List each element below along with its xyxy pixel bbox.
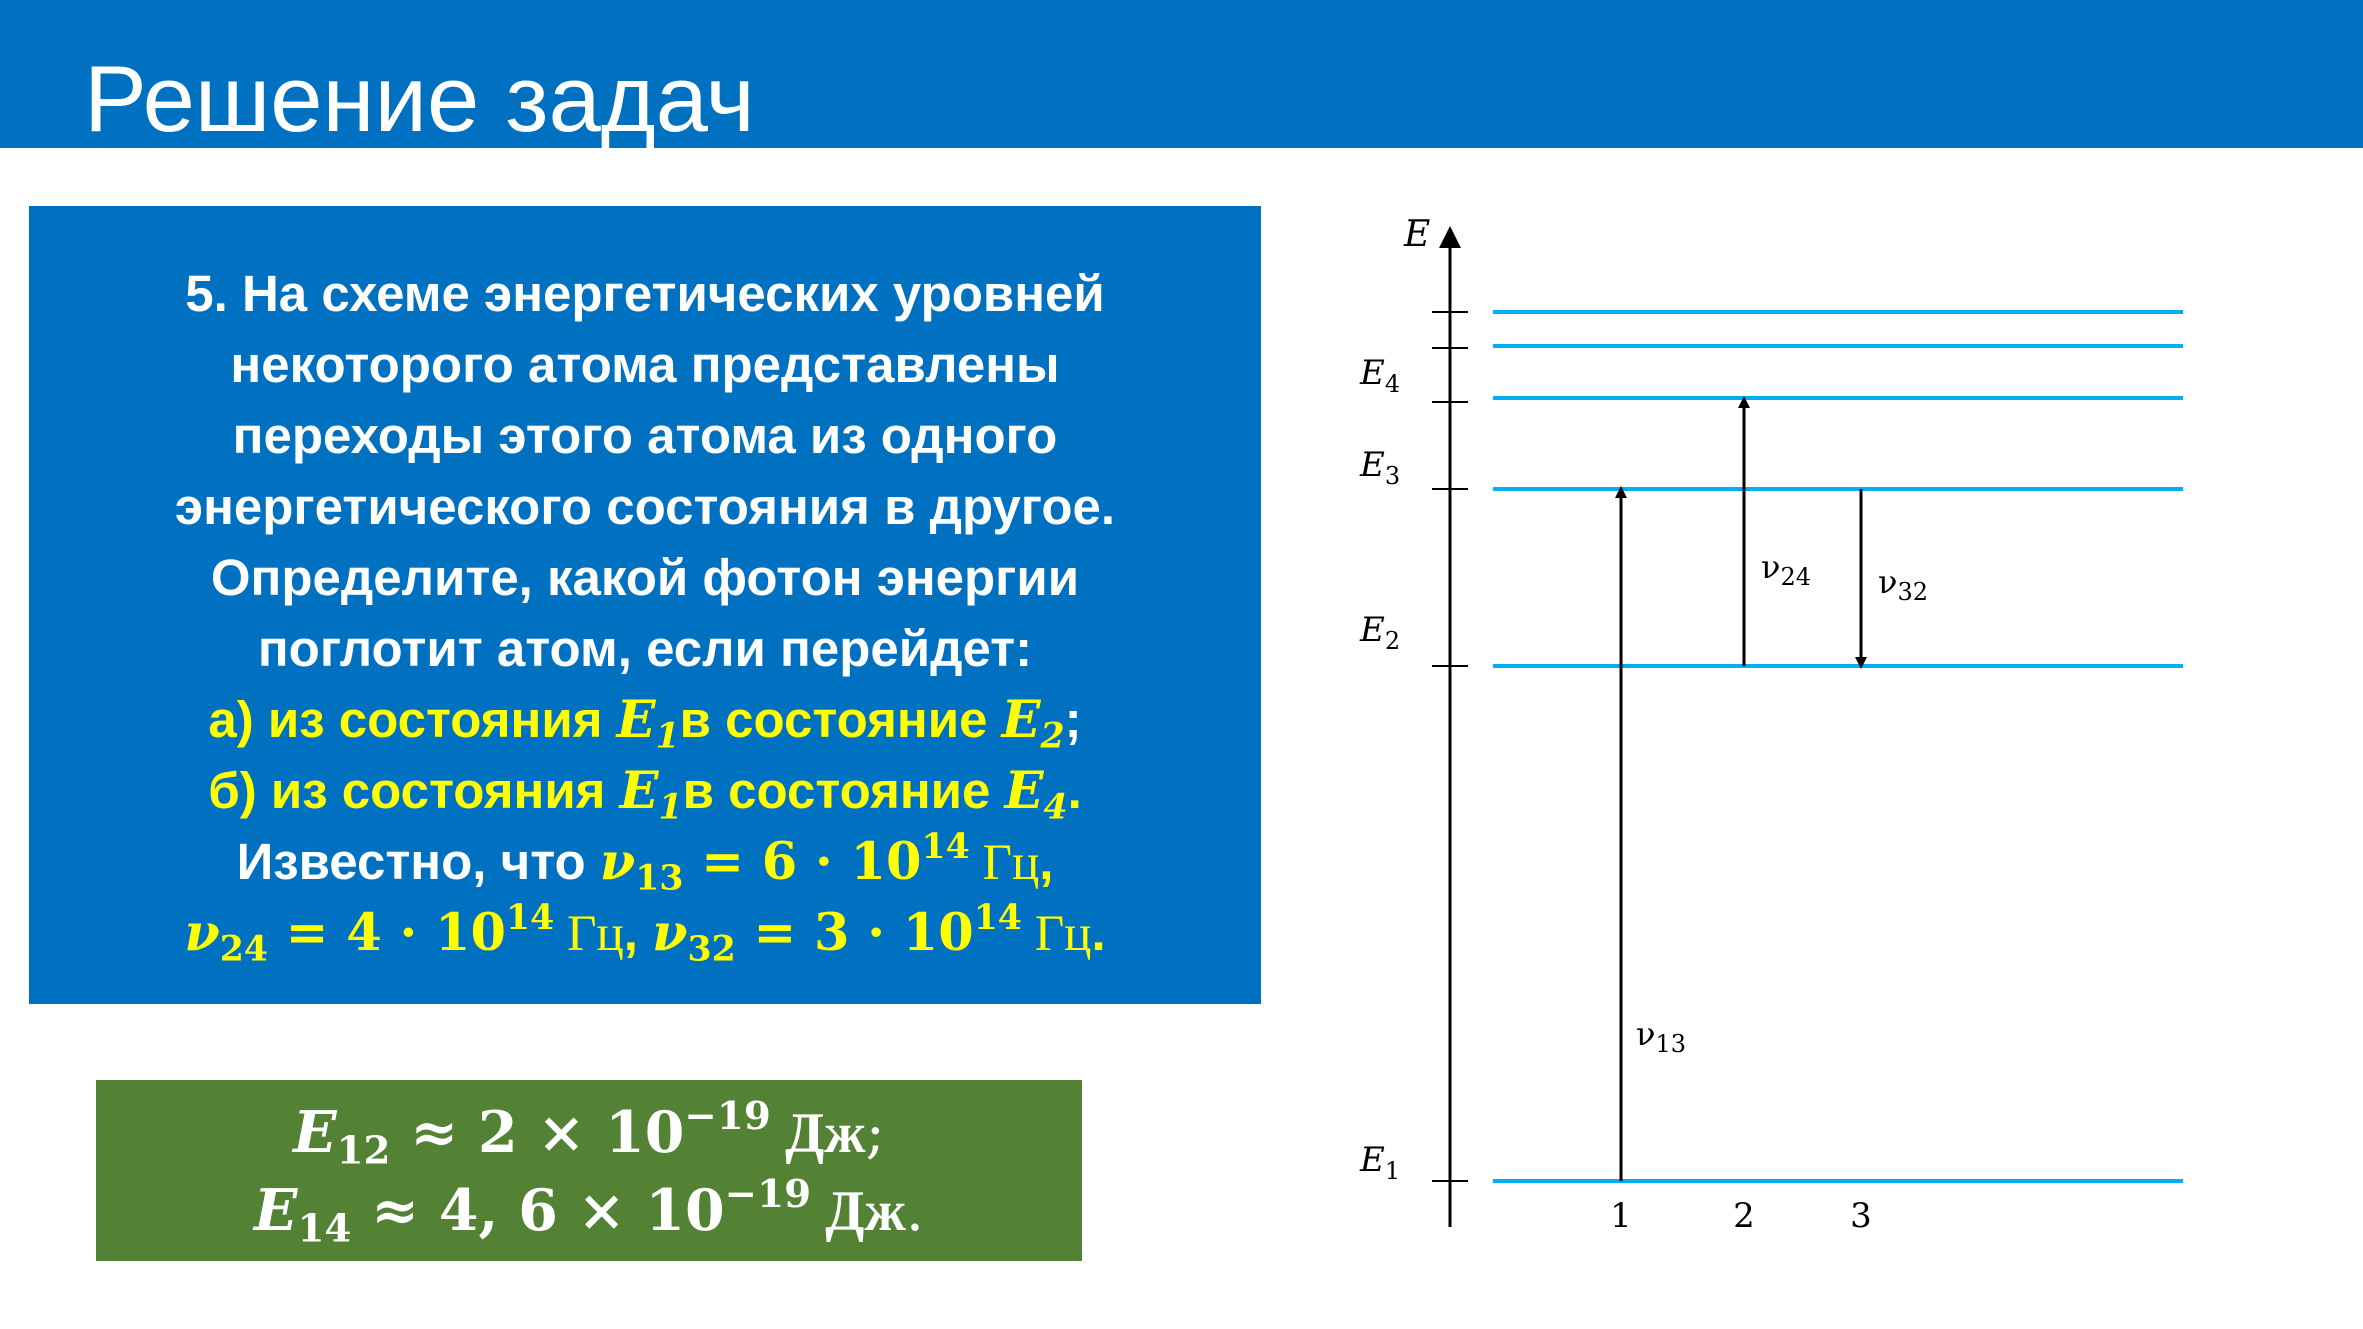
answer-2-unit: Дж xyxy=(811,1180,906,1243)
answer-1-end: ; xyxy=(865,1100,885,1166)
nu13-formula xyxy=(599,826,1040,899)
nu32-unit: Гц xyxy=(1021,906,1092,962)
known-intro: Известно, что xyxy=(236,833,600,890)
level-e2-index: 2 xyxy=(1384,627,1401,655)
item-b-from-letter: E xyxy=(619,761,659,821)
item-b-from-index: 1 xyxy=(658,786,683,828)
nu13-value: = 6 · 10 xyxy=(683,832,922,892)
answer-2-exponent: −19 xyxy=(724,1171,812,1217)
answer-1-exponent: −19 xyxy=(684,1093,771,1139)
item-a-text: в состояние xyxy=(679,691,1002,748)
transition-24-letter: ν xyxy=(1761,548,1781,586)
level-label-e3 xyxy=(1359,445,1400,490)
task-line: 5. На схеме энергетических уровней xyxy=(185,265,1105,322)
transition-label-32 xyxy=(1878,563,1928,606)
nu24-exponent: 14 xyxy=(505,897,555,939)
task-item-a xyxy=(29,684,1261,755)
nu24-symbol: ν xyxy=(184,903,220,963)
level-e3-index: 3 xyxy=(1384,462,1401,490)
energy-axis-arrow-icon xyxy=(1439,226,1461,248)
item-b-text: б) из состояния xyxy=(208,762,620,819)
transition-13-letter: ν xyxy=(1636,1015,1656,1053)
item-b-end: . xyxy=(1067,762,1082,819)
answer-2-value: ≈ 4, 6 × 10 xyxy=(351,1177,725,1244)
item-a-from-index: 1 xyxy=(655,715,680,757)
item-b-to-index: 4 xyxy=(1043,786,1068,828)
column-number: 2 xyxy=(1733,1196,1755,1236)
column-number: 1 xyxy=(1610,1196,1632,1236)
answer-1-unit: Дж xyxy=(770,1102,866,1165)
answer-2-end: . xyxy=(905,1178,924,1244)
item-a-to-symbol xyxy=(1001,690,1065,757)
level-e4-letter: E xyxy=(1360,353,1385,393)
item-a-to-letter: E xyxy=(1001,690,1041,750)
item-b-to-letter: E xyxy=(1004,761,1044,821)
nu24-unit: Гц xyxy=(554,906,624,962)
transition-label-24 xyxy=(1761,548,1811,591)
nu24-index: 24 xyxy=(219,928,268,970)
answer-1-symbol: E xyxy=(293,1099,337,1166)
nu13-exponent: 14 xyxy=(921,826,970,868)
nu32-index: 32 xyxy=(687,928,736,970)
answer-2-symbol: E xyxy=(254,1177,298,1244)
item-b-from-symbol xyxy=(619,761,683,828)
nu13-unit: Гц xyxy=(969,835,1040,891)
level-label-e2 xyxy=(1359,610,1400,655)
item-a-end: ; xyxy=(1064,691,1082,748)
item-a-from-symbol xyxy=(616,690,680,757)
svg-text:E1 xyxy=(1359,1140,1400,1185)
answer-line-2 xyxy=(96,1172,1082,1250)
task-line: поглотит атом, если перейдет: xyxy=(257,620,1033,677)
answer-1-index: 12 xyxy=(336,1128,391,1174)
known-line xyxy=(29,826,1261,897)
level-e4-index: 4 xyxy=(1384,370,1401,398)
task-box xyxy=(29,206,1261,1004)
item-a-text: а) из состояния xyxy=(208,691,617,748)
svg-text:E4 xyxy=(1359,353,1400,398)
answer-1-value: ≈ 2 × 10 xyxy=(390,1099,685,1166)
task-line: Определите, какой фотон энергии xyxy=(210,549,1080,606)
level-e1-index: 1 xyxy=(1384,1157,1401,1185)
nu32-exponent: 14 xyxy=(973,897,1022,939)
header-bar xyxy=(0,0,2363,151)
energy-axis-label: E xyxy=(1404,214,1431,255)
answer-2-index: 14 xyxy=(297,1206,352,1252)
level-label-e1 xyxy=(1359,1140,1400,1185)
item-a-from-letter: E xyxy=(616,690,656,750)
item-b-text: в состояние xyxy=(682,762,1005,819)
transition-24-index: 24 xyxy=(1780,563,1811,591)
nu24-value: = 4 · 10 xyxy=(267,903,506,963)
known-line-2 xyxy=(29,897,1261,968)
level-e1-letter: E xyxy=(1360,1140,1385,1180)
svg-text:E3 xyxy=(1359,445,1400,490)
transition-label-13 xyxy=(1636,1015,1686,1058)
task-item-b xyxy=(29,755,1261,826)
transition-32-letter: ν xyxy=(1878,563,1898,601)
item-b-to-symbol xyxy=(1004,761,1068,828)
nu13-end: , xyxy=(1039,833,1054,890)
task-line: энергетического состояния в другое. xyxy=(174,478,1116,535)
level-label-e4 xyxy=(1359,353,1400,398)
nu13-symbol: ν xyxy=(599,832,636,892)
page-title: Решение задач xyxy=(84,46,755,151)
level-e3-letter: E xyxy=(1360,445,1385,485)
column-number: 3 xyxy=(1850,1196,1872,1236)
nu32-symbol: ν xyxy=(652,903,688,963)
task-line: некоторого атома представлены xyxy=(230,336,1060,393)
transition-13-index: 13 xyxy=(1655,1030,1686,1058)
nu13-index: 13 xyxy=(635,857,684,899)
nu24-end: , xyxy=(623,904,653,961)
level-e2-letter: E xyxy=(1360,610,1385,650)
svg-text:E2 xyxy=(1359,610,1400,655)
transition-32-index: 32 xyxy=(1897,578,1928,606)
item-a-to-index: 2 xyxy=(1040,715,1065,757)
task-line: переходы этого атома из одного xyxy=(232,407,1058,464)
nu32-value: = 3 · 10 xyxy=(735,903,974,963)
energy-level-diagram xyxy=(1300,190,2300,1250)
answer-box xyxy=(96,1080,1082,1261)
answer-line-1 xyxy=(96,1094,1082,1172)
nu32-end: . xyxy=(1091,904,1106,961)
